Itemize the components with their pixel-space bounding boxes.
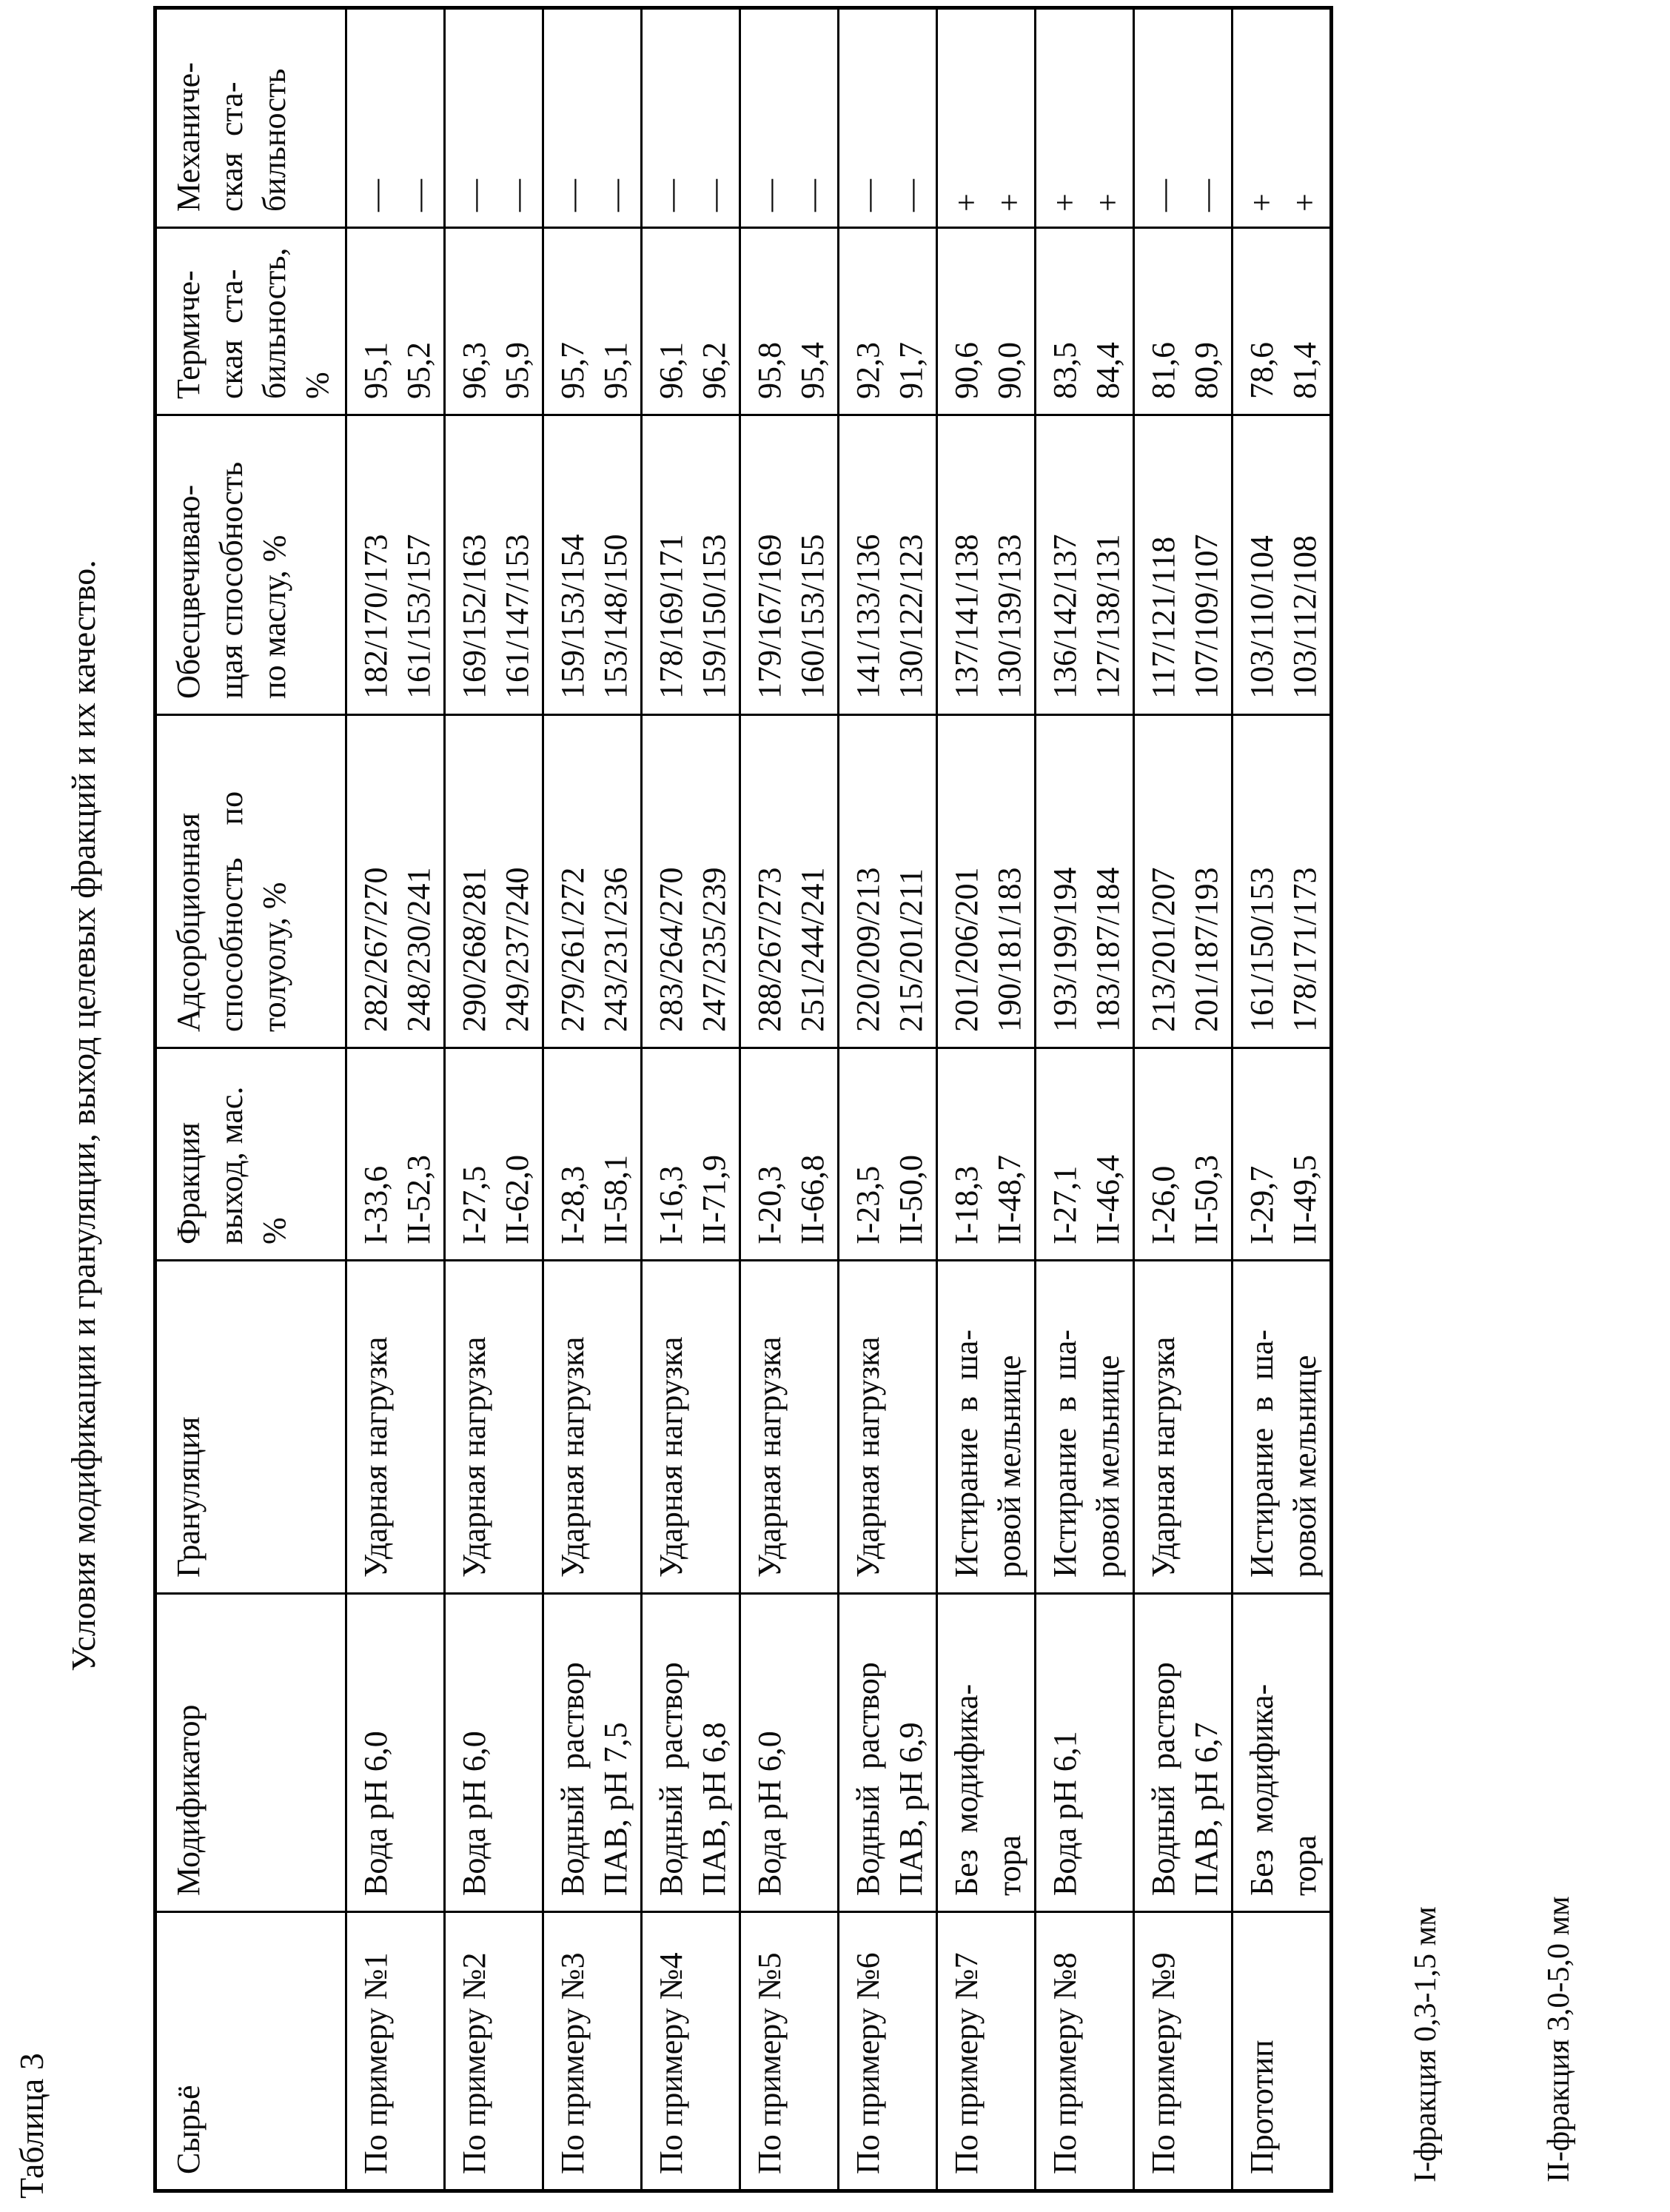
- table-cell: I-27,1 II-46,4: [1036, 1048, 1134, 1261]
- column-header-adsorption-toluene: Адсорбционная способность по толуолу, %: [155, 715, 346, 1048]
- table-cell: I-20,3 II-66,8: [740, 1048, 839, 1261]
- table-cell: 283/264/270 247/235/239: [642, 715, 740, 1048]
- table-cell: 96,1 96,2: [642, 228, 740, 415]
- column-header-fraction-yield: Фракция выход, мас. %: [155, 1048, 346, 1261]
- table-cell: Водный раствор ПАВ, pH 6,8: [642, 1594, 740, 1912]
- column-header-decolorizing-oil: Обесцвечиваю- щая способность по маслу, %: [155, 415, 346, 715]
- table-cell: 95,8 95,4: [740, 228, 839, 415]
- table-cell: Истирание в ша- ровой мельнице: [1233, 1261, 1332, 1594]
- table-cell: 83,5 84,4: [1036, 228, 1134, 415]
- table-cell: Вода pH 6,1: [1036, 1594, 1134, 1912]
- table-row: [445, 8, 543, 2191]
- table-cell: По примеру №6: [839, 1912, 937, 2191]
- table-cell: По примеру №4: [642, 1912, 740, 2191]
- footnotes-block: [1315, 1896, 1670, 2182]
- table-cell: 103/110/104 103/112/108: [1233, 415, 1332, 715]
- table-cell: Прототип: [1233, 1912, 1332, 2191]
- table-row: [937, 8, 1036, 2191]
- table-label: Таблица 3: [13, 2053, 50, 2199]
- table-cell: 169/152/163 161/147/153: [445, 415, 543, 715]
- table-cell: 178/169/171 159/150/153: [642, 415, 740, 715]
- table-cell: По примеру №2: [445, 1912, 543, 2191]
- table-cell: Вода pH 6,0: [346, 1594, 445, 1912]
- results-table: [153, 6, 1333, 2193]
- table-cell: Ударная нагрузка: [1134, 1261, 1233, 1594]
- table-row: [1134, 8, 1233, 2191]
- page-title: Условия модификации и грануляции, выход целевых фракций и их качество.: [64, 560, 102, 1672]
- table-cell: I-16,3 II-71,9: [642, 1048, 740, 1261]
- table-cell: I-28,3 II-58,1: [543, 1048, 642, 1261]
- column-header-mechanical-stability: Механиче- ская ста- бильность: [155, 8, 346, 228]
- table-cell: Водный раствор ПАВ, pH 6,7: [1134, 1594, 1233, 1912]
- table-row: [543, 8, 642, 2191]
- table-cell: 179/167/169 160/153/155: [740, 415, 839, 715]
- table-cell: Ударная нагрузка: [839, 1261, 937, 1594]
- table-cell: — —: [740, 8, 839, 228]
- column-header-granulation: Грануляция: [155, 1261, 346, 1594]
- table-cell: Без модифика- тора: [937, 1594, 1036, 1912]
- table-cell: + +: [1036, 8, 1134, 228]
- table-cell: 78,6 81,4: [1233, 228, 1332, 415]
- table-cell: 279/261/272 243/231/236: [543, 715, 642, 1048]
- table-cell: Истирание в ша- ровой мельнице: [937, 1261, 1036, 1594]
- table-cell: 136/142/137 127/138/131: [1036, 415, 1134, 715]
- table-row: [1233, 8, 1332, 2191]
- table-cell: — —: [543, 8, 642, 228]
- table-cell: — —: [1134, 8, 1233, 228]
- table-cell: 95,1 95,2: [346, 228, 445, 415]
- table-cell: + +: [1233, 8, 1332, 228]
- table-row: [642, 8, 740, 2191]
- table-cell: Истирание в ша- ровой мельнице: [1036, 1261, 1134, 1594]
- table-cell: По примеру №8: [1036, 1912, 1134, 2191]
- table-cell: 81,6 80,9: [1134, 228, 1233, 415]
- table-cell: 201/206/201 190/181/183: [937, 715, 1036, 1048]
- table-cell: — —: [839, 8, 937, 228]
- table-cell: 182/170/173 161/153/157: [346, 415, 445, 715]
- column-header-modifier: Модификатор: [155, 1594, 346, 1912]
- table-cell: По примеру №7: [937, 1912, 1036, 2191]
- table-cell: 95,7 95,1: [543, 228, 642, 415]
- table-row: [740, 8, 839, 2191]
- table-cell: 213/201/207 201/187/193: [1134, 715, 1233, 1048]
- table-cell: 159/153/154 153/148/150: [543, 415, 642, 715]
- table-cell: + +: [937, 8, 1036, 228]
- column-header-thermal-stability: Термиче- ская ста- бильность, %: [155, 228, 346, 415]
- table-cell: По примеру №9: [1134, 1912, 1233, 2191]
- table-cell: По примеру №1: [346, 1912, 445, 2191]
- table-cell: Водный раствор ПАВ, pH 7,5: [543, 1594, 642, 1912]
- table-cell: 90,6 90,0: [937, 228, 1036, 415]
- footnote-fraction-1: I-фракция 0,3-1,5 мм: [1409, 1906, 1443, 2182]
- table-cell: — —: [346, 8, 445, 228]
- table-cell: По примеру №5: [740, 1912, 839, 2191]
- table-row: [839, 8, 937, 2191]
- table-cell: Ударная нагрузка: [642, 1261, 740, 1594]
- table-row: [1036, 8, 1134, 2191]
- table-cell: Вода pH 6,0: [445, 1594, 543, 1912]
- table-cell: Ударная нагрузка: [543, 1261, 642, 1594]
- table-cell: По примеру №3: [543, 1912, 642, 2191]
- table-cell: 117/121/118 107/109/107: [1134, 415, 1233, 715]
- table-cell: I-27,5 II-62,0: [445, 1048, 543, 1261]
- table-row: [346, 8, 445, 2191]
- table-cell: I-33,6 II-52,3: [346, 1048, 445, 1261]
- table-cell: 193/199/194 183/187/184: [1036, 715, 1134, 1048]
- table-cell: 137/141/138 130/139/133: [937, 415, 1036, 715]
- table-cell: — —: [445, 8, 543, 228]
- table-cell: Ударная нагрузка: [346, 1261, 445, 1594]
- table-cell: 96,3 95,9: [445, 228, 543, 415]
- table-header-row: [155, 8, 346, 2191]
- table-cell: 290/268/281 249/237/240: [445, 715, 543, 1048]
- table-cell: 141/133/136 130/122/123: [839, 415, 937, 715]
- table-cell: Ударная нагрузка: [740, 1261, 839, 1594]
- table-cell: 220/209/213 215/201/211: [839, 715, 937, 1048]
- table-cell: I-23,5 II-50,0: [839, 1048, 937, 1261]
- table-cell: I-18,3 II-48,7: [937, 1048, 1036, 1261]
- table-cell: 92,3 91,7: [839, 228, 937, 415]
- column-header-raw-material: Сырьё: [155, 1912, 346, 2191]
- footnote-fraction-2: II-фракция 3,0-5,0 мм: [1542, 1896, 1576, 2182]
- table-cell: 282/267/270 248/230/241: [346, 715, 445, 1048]
- table-cell: 161/150/153 178/171/173: [1233, 715, 1332, 1048]
- table-cell: I-26,0 II-50,3: [1134, 1048, 1233, 1261]
- table-cell: Ударная нагрузка: [445, 1261, 543, 1594]
- table-cell: Вода pH 6,0: [740, 1594, 839, 1912]
- table-cell: Водный раствор ПАВ, pH 6,9: [839, 1594, 937, 1912]
- table-cell: — —: [642, 8, 740, 228]
- table-cell: I-29,7 II-49,5: [1233, 1048, 1332, 1261]
- table-cell: 288/267/273 251/244/241: [740, 715, 839, 1048]
- table-cell: Без модифика- тора: [1233, 1594, 1332, 1912]
